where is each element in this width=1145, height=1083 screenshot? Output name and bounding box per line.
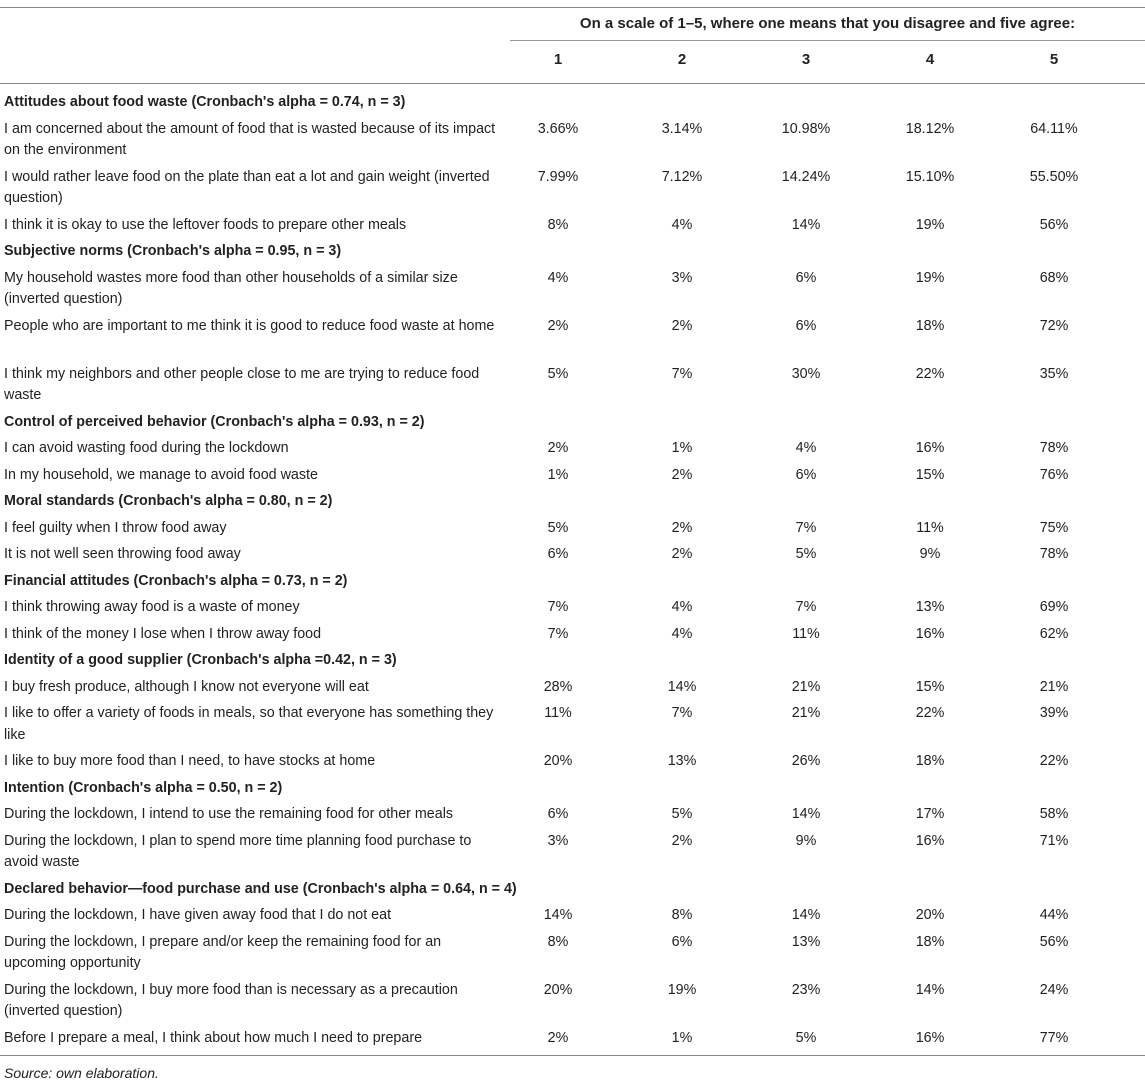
top-rule [0, 7, 1145, 8]
row-label: I think throwing away food is a waste of money [4, 599, 300, 615]
cell-value-2: 3% [671, 269, 693, 286]
row-label: I would rather leave food on the plate than eat a lot and gain weight (inverted question) [4, 168, 490, 206]
cell-value-2: 13% [667, 753, 697, 769]
cell-value-5: 55.50% [1029, 168, 1079, 185]
table-row [0, 119, 1145, 167]
cell-value-5: 68% [1039, 269, 1069, 286]
cell-value-2: 14% [667, 678, 697, 695]
cell-value-2: 4% [671, 599, 693, 615]
cell-value-4: 19% [915, 269, 945, 286]
table-row [0, 544, 1145, 571]
cell-value-4: 16% [915, 832, 945, 849]
cell-value-5: 78% [1039, 546, 1069, 562]
cell-value-2: 2% [671, 317, 693, 334]
cell-value-1: 2% [547, 317, 569, 334]
cell-value-2: 19% [667, 981, 697, 998]
cell-value-5: 78% [1039, 440, 1069, 456]
cell-value-4: 18% [915, 317, 945, 334]
scale-title: On a scale of 1–5, where one means that you disagree and five agree: [579, 15, 1076, 32]
cell-value-4: 18% [915, 753, 945, 769]
section-title: Subjective norms (Cronbach's alpha = 0.95, n = 3) [4, 243, 342, 259]
cell-value-1: 3.66% [537, 120, 579, 137]
section-title: Identity of a good supplier (Cronbach's alpha =0.42, n = 3) [4, 652, 397, 668]
table-row [0, 438, 1145, 465]
cell-value-2: 7% [671, 365, 693, 382]
cell-value-5: 24% [1039, 981, 1069, 998]
cell-value-1: 5% [547, 365, 569, 382]
table-row [0, 1028, 1145, 1055]
cell-value-5: 44% [1039, 907, 1069, 923]
cell-value-5: 35% [1039, 365, 1069, 382]
cell-value-3: 4% [795, 440, 817, 456]
cell-value-3: 26% [791, 753, 821, 769]
cell-value-3: 14% [791, 806, 821, 822]
row-label: I can avoid wasting food during the lockdown [4, 440, 289, 456]
cell-value-3: 13% [791, 933, 821, 950]
cell-value-4: 20% [915, 907, 945, 923]
cell-value-3: 9% [795, 832, 817, 849]
cell-value-2: 4% [671, 216, 693, 233]
cell-value-2: 3.14% [661, 120, 703, 137]
row-label: During the lockdown, I buy more food than is necessary as a precaution (inverted question) [4, 981, 458, 1019]
cell-value-5: 56% [1039, 933, 1069, 950]
cell-value-1: 5% [547, 519, 569, 536]
cell-value-2: 2% [671, 546, 693, 562]
cell-value-4: 13% [915, 599, 945, 615]
cell-value-4: 17% [915, 806, 945, 822]
cell-value-1: 3% [547, 832, 569, 849]
row-label: During the lockdown, I prepare and/or keep the remaining food for an upcoming opportunity [4, 933, 442, 971]
cell-value-3: 14% [791, 907, 821, 923]
cell-value-4: 16% [915, 625, 945, 642]
table-row [0, 624, 1145, 651]
cell-value-5: 76% [1039, 466, 1069, 483]
row-label: I am concerned about the amount of food that is wasted because of its impact on the environment [4, 120, 496, 158]
cell-value-5: 64.11% [1030, 120, 1078, 137]
section-title: Declared behavior—food purchase and use (Cronbach's alpha = 0.64, n = 4) [4, 880, 517, 897]
cell-value-1: 2% [547, 1029, 569, 1046]
cell-value-4: 22% [915, 705, 945, 721]
cell-value-1: 6% [547, 546, 569, 562]
row-label: I like to offer a variety of foods in meals, so that everyone has something they like [4, 705, 494, 743]
cell-value-1: 8% [547, 933, 569, 950]
cell-value-1: 8% [547, 216, 569, 233]
table-row [0, 215, 1145, 242]
table-body [0, 92, 1145, 1054]
cell-value-4: 18.12% [905, 120, 955, 137]
header-rule [0, 83, 1145, 84]
cell-value-5: 71% [1039, 832, 1069, 849]
cell-value-3: 7% [795, 519, 817, 536]
section-title: Moral standards (Cronbach's alpha = 0.80, n = 2) [4, 493, 333, 509]
cell-value-3: 5% [795, 546, 817, 562]
bottom-rule [0, 1055, 1145, 1056]
row-label: During the lockdown, I plan to spend more time planning food purchase to avoid waste [4, 832, 472, 870]
table-row [0, 167, 1145, 215]
table-row [0, 804, 1145, 831]
cell-value-1: 7% [547, 625, 569, 642]
column-header-row [0, 51, 1145, 69]
cell-value-5: 21% [1039, 678, 1069, 695]
table-row [0, 831, 1145, 879]
cell-value-3: 10.98% [781, 120, 831, 137]
cell-value-5: 77% [1039, 1029, 1069, 1046]
cell-value-2: 7.12% [661, 168, 703, 185]
cell-value-3: 6% [795, 269, 817, 286]
cell-value-4: 15% [915, 678, 945, 695]
table-row [0, 932, 1145, 980]
table-row [0, 703, 1145, 751]
cell-value-2: 4% [671, 625, 693, 642]
row-label: Before I prepare a meal, I think about how much I need to prepare [4, 1029, 423, 1046]
cell-value-5: 58% [1039, 806, 1069, 822]
source-note: Source: own elaboration. [4, 1065, 159, 1081]
table-row [0, 316, 1145, 364]
row-label: In my household, we manage to avoid food waste [4, 466, 318, 483]
cell-value-1: 2% [547, 440, 569, 456]
cell-value-3: 6% [795, 317, 817, 334]
cell-value-3: 21% [791, 705, 821, 721]
cell-value-3: 5% [795, 1029, 817, 1046]
cell-value-4: 9% [919, 546, 941, 562]
cell-value-1: 4% [547, 269, 569, 286]
scale-rule [510, 40, 1145, 41]
cell-value-4: 16% [915, 440, 945, 456]
cell-value-2: 8% [671, 907, 693, 923]
table-row [0, 905, 1145, 932]
table-row [0, 364, 1145, 412]
column-header-4: 4 [925, 51, 935, 68]
table-row [0, 268, 1145, 316]
row-label: I think it is okay to use the leftover foods to prepare other meals [4, 216, 407, 233]
cell-value-3: 14% [791, 216, 821, 233]
cell-value-4: 15.10% [905, 168, 955, 185]
cell-value-4: 15% [915, 466, 945, 483]
cell-value-2: 6% [671, 933, 693, 950]
row-label: I buy fresh produce, although I know not everyone will eat [4, 678, 369, 695]
cell-value-1: 6% [547, 806, 569, 822]
cell-value-1: 7.99% [537, 168, 579, 185]
cell-value-5: 72% [1039, 317, 1069, 334]
cell-value-3: 14.24% [781, 168, 831, 185]
table-row [0, 751, 1145, 778]
table-row [0, 597, 1145, 624]
cell-value-1: 7% [547, 599, 569, 615]
cell-value-5: 39% [1039, 705, 1069, 721]
cell-value-5: 56% [1039, 216, 1069, 233]
row-label: I like to buy more food than I need, to have stocks at home [4, 753, 376, 769]
cell-value-3: 21% [791, 678, 821, 695]
cell-value-2: 2% [671, 832, 693, 849]
cell-value-1: 14% [543, 907, 573, 923]
row-label: During the lockdown, I intend to use the remaining food for other meals [4, 806, 454, 822]
cell-value-3: 23% [791, 981, 821, 998]
section-title: Intention (Cronbach's alpha = 0.50, n = 2) [4, 779, 283, 796]
row-label: People who are important to me think it is good to reduce food waste at home [4, 317, 495, 334]
cell-value-2: 1% [671, 1029, 693, 1046]
cell-value-1: 28% [543, 678, 573, 695]
column-header-2: 2 [677, 51, 687, 68]
cell-value-4: 22% [915, 365, 945, 382]
cell-value-1: 1% [547, 466, 569, 483]
column-header-5: 5 [1049, 51, 1059, 68]
cell-value-1: 20% [543, 981, 573, 998]
cell-value-5: 69% [1039, 599, 1069, 615]
cell-value-3: 6% [795, 466, 817, 483]
column-header-3: 3 [801, 51, 811, 68]
row-label: My household wastes more food than other households of a similar size (inverted question) [4, 269, 458, 307]
cell-value-4: 18% [915, 933, 945, 950]
table-row [0, 677, 1145, 704]
cell-value-3: 11% [792, 625, 820, 642]
cell-value-5: 62% [1039, 625, 1069, 642]
cell-value-1: 11% [544, 705, 572, 721]
cell-value-4: 11% [916, 519, 944, 536]
cell-value-3: 30% [791, 365, 821, 382]
section-title: Financial attitudes (Cronbach's alpha = 0.73, n = 2) [4, 572, 348, 589]
row-label: I think of the money I lose when I throw away food [4, 625, 322, 642]
section-title: Attitudes about food waste (Cronbach's alpha = 0.74, n = 3) [4, 94, 406, 110]
cell-value-2: 2% [671, 466, 693, 483]
column-header-1: 1 [553, 51, 563, 68]
cell-value-2: 2% [671, 519, 693, 536]
cell-value-2: 1% [671, 440, 693, 456]
row-label: I think my neighbors and other people close to me are trying to reduce food waste [4, 365, 480, 403]
row-label: During the lockdown, I have given away food that I do not eat [4, 907, 392, 923]
cell-value-4: 19% [915, 216, 945, 233]
table-row [0, 980, 1145, 1028]
cell-value-2: 5% [671, 806, 693, 822]
cell-value-2: 7% [671, 705, 693, 721]
table-row [0, 465, 1145, 492]
cell-value-5: 75% [1039, 519, 1069, 536]
cell-value-4: 16% [915, 1029, 945, 1046]
table-row [0, 518, 1145, 545]
row-label: It is not well seen throwing food away [4, 546, 241, 562]
cell-value-4: 14% [915, 981, 945, 998]
cell-value-3: 7% [795, 599, 817, 615]
row-label: I feel guilty when I throw food away [4, 519, 227, 536]
cell-value-1: 20% [543, 753, 573, 769]
cell-value-5: 22% [1039, 753, 1069, 769]
section-title: Control of perceived behavior (Cronbach's alpha = 0.93, n = 2) [4, 413, 425, 430]
